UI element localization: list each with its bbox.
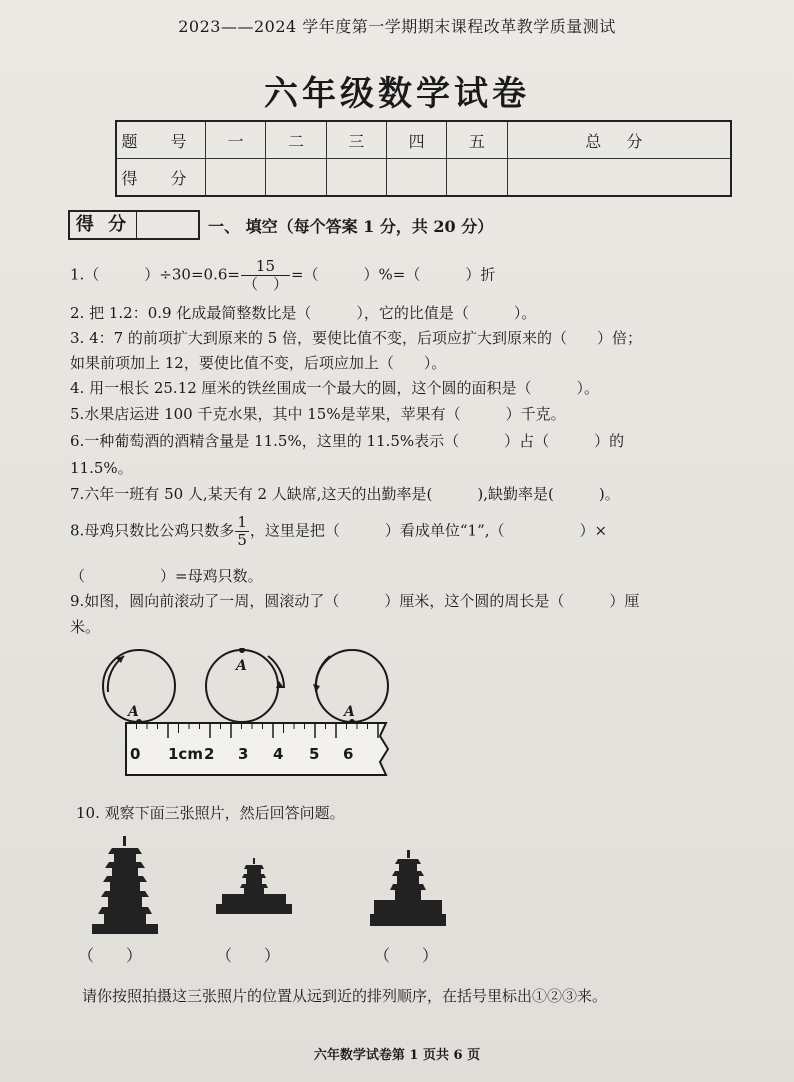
- fraction: [241, 258, 290, 293]
- score-table-cell: 一: [206, 121, 266, 159]
- question-1: [70, 258, 495, 293]
- fraction-denominator: 5: [237, 531, 247, 549]
- question-6-line-2: 11.5%。: [70, 459, 133, 477]
- page-footer: 六年数学试卷第 1 页共 6 页: [313, 1048, 481, 1063]
- score-table-cell: 三: [326, 121, 386, 159]
- score-input-cell[interactable]: [326, 159, 386, 197]
- score-table-cell: 二: [266, 121, 326, 159]
- rolling-circle-diagram: [90, 648, 430, 778]
- ruler-label: 5: [309, 745, 320, 763]
- score-input-cell[interactable]: [206, 159, 266, 197]
- ruler-label: 2: [204, 745, 215, 763]
- score-table-row-score: [116, 159, 731, 197]
- pagoda-photo-middle: [368, 850, 448, 932]
- fraction-numerator: 15: [241, 258, 290, 276]
- question-8-line-2: （ ）=母鸡只数。: [70, 567, 263, 585]
- page-title: 六年级数学试卷: [264, 74, 530, 114]
- question-4: 4. 用一根长 25.12 厘米的铁丝围成一个最大的圆，这个圆的面积是（ ）。: [70, 379, 600, 397]
- question-8-text-a: 8.母鸡只数比公鸡只数多: [70, 521, 235, 540]
- point-a-label: A: [344, 704, 355, 720]
- photo-answer-bracket[interactable]: （ ）: [216, 946, 281, 965]
- score-input-cell[interactable]: [447, 159, 507, 197]
- question-10-instruction: 请你按照拍摄这三张照片的位置从远到近的排列顺序，在括号里标出①②③来。: [82, 987, 608, 1005]
- score-table-cell: 四: [386, 121, 446, 159]
- ruler-label: 0: [130, 745, 141, 763]
- pagoda-photo-far: [216, 858, 292, 918]
- question-7: 7.六年一班有 50 人,某天有 2 人缺席,这天的出勤率是( ),缺勤率是( )。: [70, 485, 620, 503]
- question-6-line-1: 6.一种葡萄酒的酒精含量是 11.5%，这里的 11.5%表示（ ）占（ ）的: [70, 432, 625, 450]
- ruler-label: 6: [343, 745, 354, 763]
- circle-start: [103, 650, 175, 722]
- score-input-cell[interactable]: [386, 159, 446, 197]
- score-table-cell: 题 号: [116, 121, 206, 159]
- question-9-line-1: 9.如图，圆向前滚动了一周，圆滚动了（ ）厘米，这个圆的周长是（ ）厘: [70, 592, 640, 610]
- ruler-label: 4: [273, 745, 284, 763]
- question-2: 2. 把 1.2：0.9 化成最简整数比是（ ），它的比值是（ ）。: [70, 304, 537, 322]
- question-8-text-b: ，这里是把（ ）看成单位“1”,（ ）×: [249, 521, 608, 540]
- photo-answer-bracket[interactable]: （ ）: [374, 946, 439, 965]
- photo-answer-bracket[interactable]: （ ）: [78, 946, 143, 965]
- ruler-label: 1cm: [168, 745, 203, 763]
- question-3-line-2: 如果前项加上 12，要使比值不变，后项应加上（ ）。: [70, 354, 447, 372]
- question-3-line-1: 3. 4：7 的前项扩大到原来的 5 倍，要使比值不变，后项应扩大到原来的（ ）倍；: [70, 329, 643, 347]
- question-1-text-b: =（ ）%=（ ）折: [290, 265, 496, 284]
- fraction-numerator: 1: [237, 513, 247, 531]
- question-1-text-a: 1.（ ）÷30=0.6=: [70, 265, 240, 284]
- ruler-label: 3: [238, 745, 249, 763]
- fraction: [235, 514, 249, 549]
- fraction-denominator: （ ）: [242, 275, 288, 293]
- exam-header: 2023——2024 学年度第一学期期末课程改革教学质量测试: [178, 17, 616, 36]
- pagoda-photo-near: [90, 836, 160, 936]
- section-score-label: 得 分: [70, 212, 137, 238]
- arrow-head: [313, 684, 320, 692]
- score-table-cell: 五: [447, 121, 507, 159]
- point-a-label: A: [236, 658, 247, 674]
- score-input-cell[interactable]: [266, 159, 326, 197]
- section-title: 一、 填空（每个答案 1 分，共 20 分）: [208, 217, 494, 236]
- point-a-marker: [239, 648, 245, 653]
- question-10: 10. 观察下面三张照片，然后回答问题。: [76, 804, 345, 822]
- score-table: [115, 120, 732, 197]
- score-table-cell: 总 分: [507, 121, 731, 159]
- question-9-line-2: 米。: [70, 618, 101, 636]
- point-a-label: A: [128, 704, 139, 720]
- question-8-line-1: [70, 514, 607, 549]
- score-table-row-header: [116, 121, 731, 159]
- question-5: 5.水果店运进 100 千克水果，其中 15%是苹果，苹果有（ ）千克。: [70, 405, 566, 423]
- score-table-cell: 得 分: [116, 159, 206, 197]
- score-input-cell[interactable]: [507, 159, 731, 197]
- section-score-box: [68, 210, 200, 240]
